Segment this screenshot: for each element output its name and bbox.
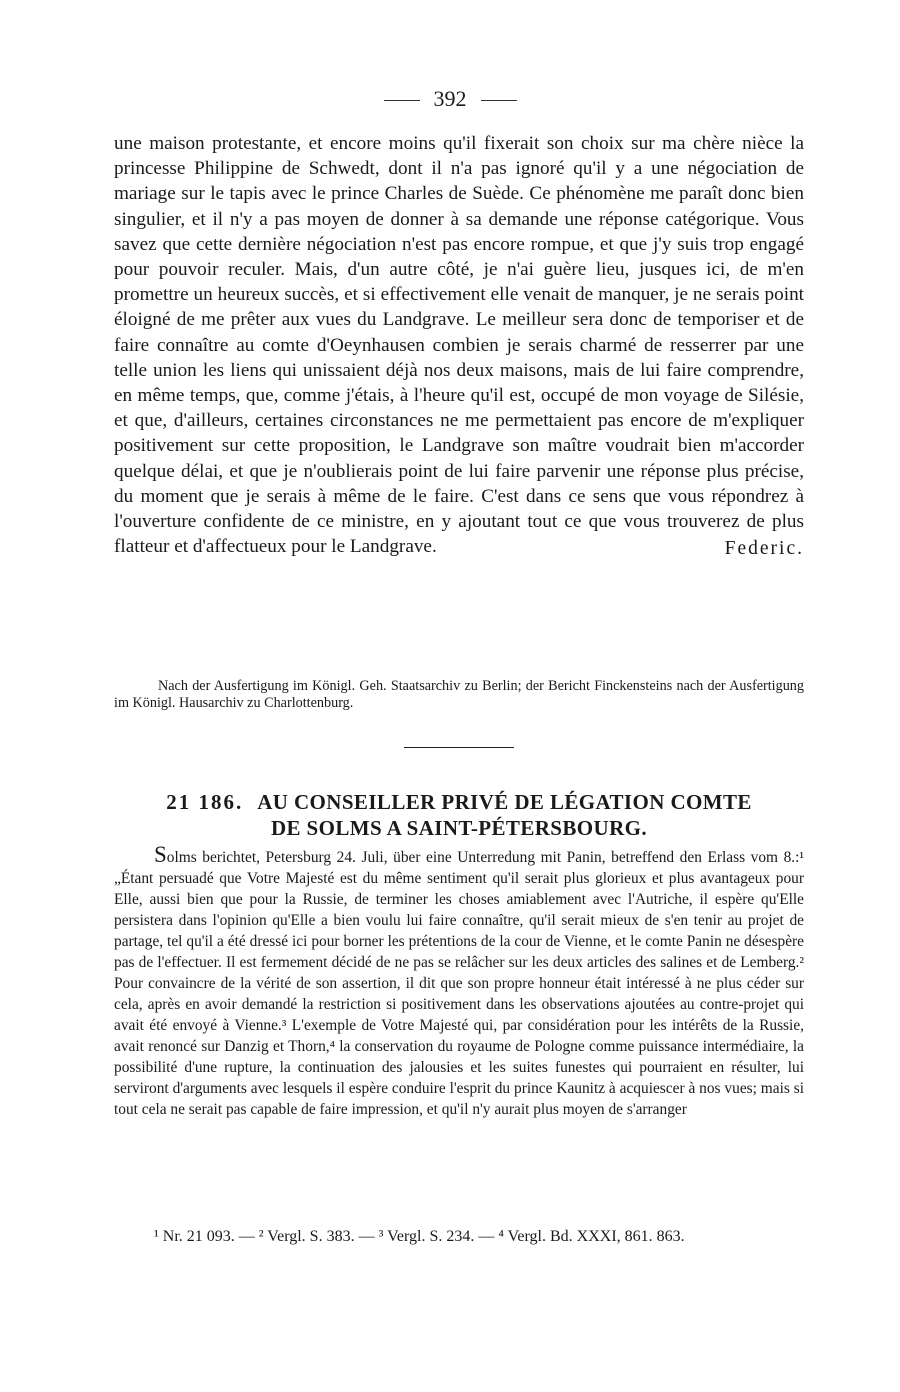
summary-paragraph (114, 842, 804, 1120)
section-title-line2: DE SOLMS A SAINT-PÉTERSBOURG. (270, 816, 648, 840)
section-title (114, 789, 804, 841)
page-number: 392 (433, 86, 467, 111)
header-rule-right (481, 100, 517, 101)
signature: Federic. (724, 538, 804, 560)
summary-text: olms berichtet, Petersburg 24. Juli, über eine Unterredung mit Panin, betreffend den Erlass vom 8.:¹ „Étant persuadé que Votre Majesté est du même sentiment qu'il serait plus glorieux et plus avantageux pour Elle, aussi bien que pour la Russie, de terminer les choses amiablement avec l'Autriche, il espère qu'Elle persistera dans l'opinion qu'Elle a bien voulu lui faire connaître, qu'il serait mieux de s'en tenir au projet de partage, tel qu'il a été dressé ici pour borner les prétentions de la cour de Vienne, et le comte Panin ne désespère pas de l'effectuer. Il est fermement décidé de ne pas se relâcher sur les deux articles des salines et de Lemberg.² Pour convaincre de la vérité de son assertion, il dit que son propre honneur était intéressé à ne plus céder sur cela, après en avoir demandé la restriction si positivement dans les observations ajoutées au contre-projet qui avait été envoyé à Vienne.³ L'exemple de Votre Majesté qui, par considération pour les intérêts de la Russie, avait renoncé sur Danzig et Thorn,⁴ la conservation du royaume de Pologne comme puissance intermédiaire, la possibilité d'une rupture, la continuation des jalousies et les suites funestes qui pourraient en résulter, lui serviront d'arguments avec lesquels il espère conduire l'esprit du prince Kaunitz à acquiescer à nos vues; mais si tout cela ne serait pas capable de faire impression, et qu'il n'y aurait plus moyen de s'arranger (114, 849, 804, 1118)
section-separator (404, 747, 514, 748)
header-rule-left (384, 100, 420, 101)
section-title-line1: AU CONSEILLER PRIVÉ DE LÉGATION COMTE (257, 790, 752, 814)
letter-body: une maison protestante, et encore moins qu'il fixerait son choix sur ma chère nièce la princesse Philippine de Schwedt, dont il n'a pas ignoré qu'il y a une négociation de mariage sur le tapis avec le prince Charles de Suède. Ce phénomène me paraît donc bien singulier, et il n'y a pas moyen de donner à sa demande une réponse catégorique. Vous savez que cette dernière négociation n'est pas encore rompue, et que j'y suis trop engagé pour pouvoir reculer. Mais, d'un autre côté, je n'ai guère lieu, jusques ici, de m'en promettre un heureux succès, et si effectivement elle venait de manquer, je ne serais point éloigné de me prêter aux vues du Landgrave. Le meilleur sera donc de temporiser et de faire connaître au comte d'Oeynhausen combien je serais charmé de resserrer par une telle union les liens qui unissaient déjà nos deux maisons, mais de lui faire comprendre, en même temps, que, comme j'étais, à l'heure qu'il est, occupé de mon voyage de Silésie, et que, d'ailleurs, certaines circonstances ne me permettaient pas encore de m'expliquer positivement sur cette proposition, le Landgrave son maître voudrait bien m'accorder quelque délai, et que je n'oublierais point de lui faire parvenir une réponse plus précise, du moment que je serais à même de le faire. C'est dans ce sens que vous répondrez à l'ouverture confidente de ce ministre, en y ajoutant tout ce que vous trouverez de plus flatteur et d'affectueux pour le Landgrave. (114, 133, 804, 558)
source-note: Nach der Ausfertigung im Königl. Geh. Staatsarchiv zu Berlin; der Bericht Finckensteins nach der Ausfertigung im Königl. Hausarchiv zu Charlottenburg. (114, 678, 804, 711)
page-header (0, 86, 900, 112)
drop-cap: S (154, 842, 167, 867)
footnotes: ¹ Nr. 21 093. — ² Vergl. S. 383. — ³ Vergl. S. 234. — ⁴ Vergl. Bd. XXXI, 861. 863. (154, 1228, 685, 1245)
section-number: 21 186. (166, 790, 244, 814)
letter-text (114, 131, 804, 561)
